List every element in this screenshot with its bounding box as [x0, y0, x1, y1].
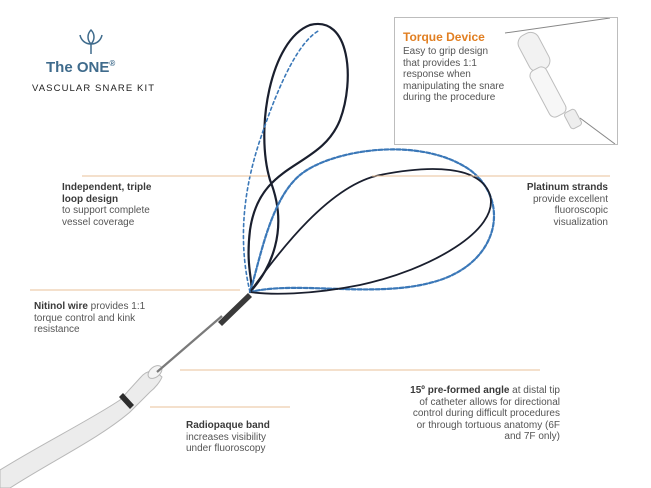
torque-device-description: Easy to grip design that provides 1:1 response when manipulating the snare during the procedure — [403, 46, 505, 103]
catheter-tube — [0, 371, 162, 488]
callout-preformed-angle: 15º pre-formed angle at distal tip of catheter allows for directional control during difficult procedures or through tortuous anatomy (6F and 7F only) — [410, 385, 560, 442]
callout-radiopaque-band: Radiopaque band increases visibility under fluoroscopy — [186, 420, 270, 454]
brand-name: The ONE® — [46, 59, 116, 76]
wire-sleeve — [218, 293, 252, 326]
callout-platinum-strands: Platinum strands provide excellent fluoroscopic visualization — [526, 182, 608, 228]
torque-device-image — [495, 18, 617, 144]
loop-3 — [250, 169, 491, 294]
logo-icon — [77, 26, 105, 56]
callout-triple-loop: Independent, triple loop design to support complete vessel coverage — [62, 182, 152, 228]
callout-nitinol-wire: Nitinol wire provides 1:1 torque control and kink resistance — [34, 301, 146, 335]
brand-kit-label: VASCULAR SNARE KIT — [32, 83, 156, 94]
torque-device-panel — [394, 17, 618, 145]
nitinol-wire — [157, 316, 222, 372]
torque-device-title: Torque Device — [403, 30, 485, 44]
loop-4 — [243, 30, 320, 292]
